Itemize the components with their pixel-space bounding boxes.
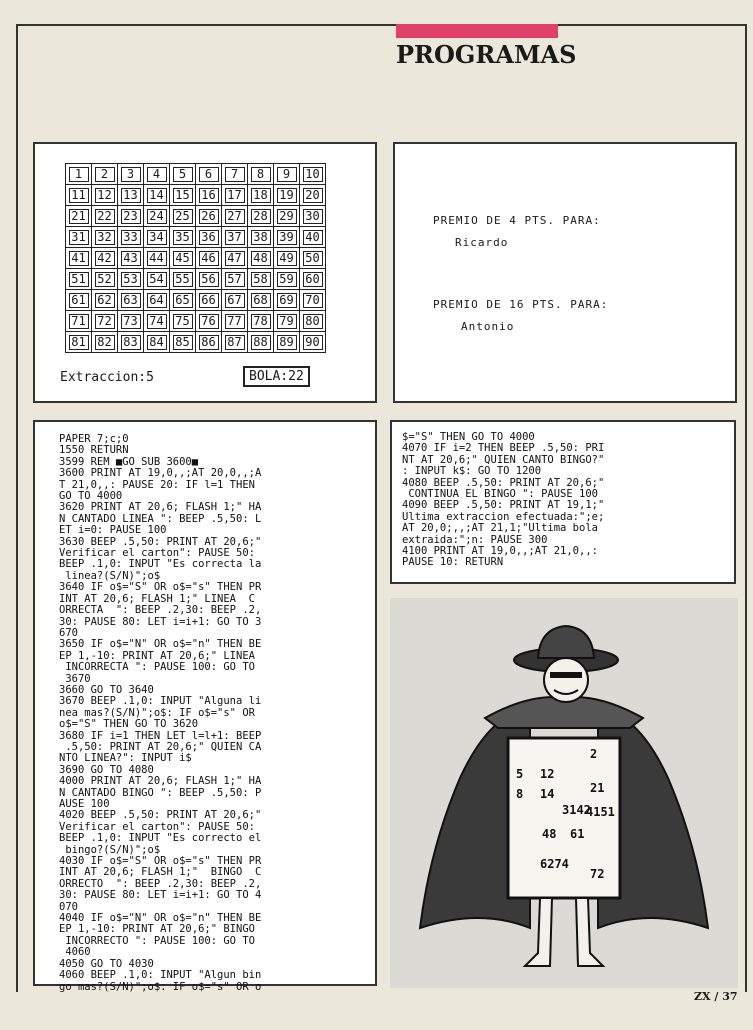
grid-cell: 69 bbox=[274, 290, 300, 311]
grid-cell: 17 bbox=[222, 185, 248, 206]
card-number: 2 bbox=[590, 747, 598, 761]
grid-cell: 64 bbox=[144, 290, 170, 311]
card-number: 61 bbox=[570, 827, 585, 841]
grid-cell: 50 bbox=[300, 248, 326, 269]
grid-row bbox=[66, 248, 326, 269]
grid-cell: 43 bbox=[118, 248, 144, 269]
grid-cell: 14 bbox=[144, 185, 170, 206]
section-title: PROGRAMAS bbox=[396, 40, 577, 69]
grid-cell: 12 bbox=[92, 185, 118, 206]
grid-cell: 24 bbox=[144, 206, 170, 227]
grid-cell: 31 bbox=[66, 227, 92, 248]
grid-cell: 54 bbox=[144, 269, 170, 290]
grid-cell: 21 bbox=[66, 206, 92, 227]
grid-cell: 41 bbox=[66, 248, 92, 269]
grid-cell: 58 bbox=[248, 269, 274, 290]
grid-cell: 47 bbox=[222, 248, 248, 269]
grid-cell: 11 bbox=[66, 185, 92, 206]
bingo-number-grid bbox=[65, 163, 326, 353]
grid-cell: 53 bbox=[118, 269, 144, 290]
grid-cell: 34 bbox=[144, 227, 170, 248]
prize2-name: Antonio bbox=[461, 320, 515, 333]
grid-cell: 6 bbox=[196, 164, 222, 185]
grid-row bbox=[66, 290, 326, 311]
grid-cell: 49 bbox=[274, 248, 300, 269]
grid-row bbox=[66, 269, 326, 290]
grid-cell: 80 bbox=[300, 311, 326, 332]
grid-cell: 33 bbox=[118, 227, 144, 248]
grid-cell: 71 bbox=[66, 311, 92, 332]
current-ball: BOLA:22 bbox=[243, 366, 310, 387]
grid-cell: 38 bbox=[248, 227, 274, 248]
grid-cell: 25 bbox=[170, 206, 196, 227]
grid-cell: 19 bbox=[274, 185, 300, 206]
grid-cell: 78 bbox=[248, 311, 274, 332]
basic-listing-left: PAPER 7;c;0 1550 RETURN 3599 REM ■GO SUB 3600■ 3600 PRINT AT 19,0,,;AT 20,0,,;A T 21,0,,: PAUSE 20: IF l=1 THEN GO TO 4000 3620 PRINT AT 20,6; FLASH 1;" HA N CANTADO LINEA ": BEEP .5,50: L ET i=0: PAUSE 100 3630 BEEP .5,50: PRINT AT 20,6;" Verificar el carton": PAUSE 50: BEEP .1,0: INPUT "Es correcta la linea?(S/N)";o$ 3640 IF o$="S" OR o$="s" THEN PR INT AT 20,6; FLASH 1;" LINEA C ORRECTA ": BEEP .2,30: BEEP .2, 30: PAUSE 80: LET i=i+1: GO TO 3 670 3650 IF o$="N" OR o$="n" THEN BE EP 1,-10: PRINT AT 20,6;" LINEA INCORRECTA ": PAUSE 100: GO TO 3670 3660 GO TO 3640 3670 BEEP .1,0: INPUT "Alguna li nea mas?(S/N)";o$: IF o$="s" OR o$="S" THEN GO TO 3620 3680 IF i=1 THEN LET l=l+1: BEEP .5,50: PRINT AT 20,6;" QUIEN CA NTO LINEA?": INPUT i$ 3690 GO TO 4080 4000 PRINT AT 20,6; FLASH 1;" HA N CANTADO BINGO ": BEEP .5,50: P AUSE 100 4020 BEEP .5,50: PRINT AT 20,6;" Verificar el carton": PAUSE 50: BEEP .1,0: INPUT "Es correcto el bingo?(S/N)";o$ 4030 IF o$="S" OR o$="s" THEN PR INT AT 20,6; FLASH 1;" BINGO C ORRECTO ": BEEP .2,30: BEEP .2, 30: PAUSE 80: LET i=i+1: GO TO 4 070 4040 IF o$="N" OR o$="n" THEN BE EP 1,-10: PRINT AT 20,6;" BINGO INCORRECTO ": PAUSE 100: GO TO 4060 4050 GO TO 4030 4060 BEEP .1,0: INPUT "Algun bin go mas?(S/N)";o$: IF o$="s" OR o bbox=[59, 433, 262, 993]
grid-cell: 70 bbox=[300, 290, 326, 311]
grid-cell: 87 bbox=[222, 332, 248, 353]
grid-cell: 2 bbox=[92, 164, 118, 185]
grid-cell: 26 bbox=[196, 206, 222, 227]
card-number: 48 bbox=[542, 827, 557, 841]
grid-cell: 5 bbox=[170, 164, 196, 185]
grid-cell: 89 bbox=[274, 332, 300, 353]
grid-cell: 67 bbox=[222, 290, 248, 311]
grid-cell: 3 bbox=[118, 164, 144, 185]
grid-cell: 7 bbox=[222, 164, 248, 185]
grid-cell: 44 bbox=[144, 248, 170, 269]
grid-cell: 8 bbox=[248, 164, 274, 185]
bingo-board-screen bbox=[33, 142, 377, 403]
listing-right-box bbox=[390, 420, 736, 584]
grid-cell: 51 bbox=[66, 269, 92, 290]
grid-cell: 1 bbox=[66, 164, 92, 185]
grid-cell: 4 bbox=[144, 164, 170, 185]
grid-cell: 63 bbox=[118, 290, 144, 311]
grid-cell: 79 bbox=[274, 311, 300, 332]
illustration-bingo-man bbox=[390, 598, 738, 988]
prize2-title: PREMIO DE 16 PTS. PARA: bbox=[433, 298, 609, 311]
grid-cell: 61 bbox=[66, 290, 92, 311]
prize1-name: Ricardo bbox=[455, 236, 509, 249]
grid-cell: 20 bbox=[300, 185, 326, 206]
grid-cell: 37 bbox=[222, 227, 248, 248]
grid-cell: 68 bbox=[248, 290, 274, 311]
prize-screen bbox=[393, 142, 737, 403]
grid-row bbox=[66, 332, 326, 353]
grid-cell: 15 bbox=[170, 185, 196, 206]
grid-cell: 74 bbox=[144, 311, 170, 332]
grid-cell: 66 bbox=[196, 290, 222, 311]
grid-cell: 39 bbox=[274, 227, 300, 248]
grid-cell: 28 bbox=[248, 206, 274, 227]
grid-cell: 46 bbox=[196, 248, 222, 269]
grid-cell: 59 bbox=[274, 269, 300, 290]
card-number: 72 bbox=[590, 867, 605, 881]
grid-row bbox=[66, 164, 326, 185]
flasher-illustration bbox=[390, 598, 738, 988]
grid-cell: 65 bbox=[170, 290, 196, 311]
grid-cell: 35 bbox=[170, 227, 196, 248]
page-number: ZX / 37 bbox=[694, 990, 738, 1003]
basic-listing-right: $="S" THEN GO TO 4000 4070 IF i=2 THEN BEEP .5,50: PRI NT AT 20,6;" QUIEN CANTO BINGO?" : INPUT k$: GO TO 1200 4080 BEEP .5,50: PRINT AT 20,6;" CONTINUA EL BINGO ": PAUSE 100 4090 BEEP .5,50: PRINT AT 19,1;" Ultima extraccion efectuada:";e; AT 20,0;,,;AT 21,1;"Ultima bola extraida:";n: PAUSE 300 4100 PRINT AT 19,0,,;AT 21,0,,: PAUSE 10: RETURN bbox=[402, 431, 605, 569]
card-number: 21 bbox=[590, 781, 605, 795]
grid-cell: 27 bbox=[222, 206, 248, 227]
listing-left-box bbox=[33, 420, 377, 993]
grid-cell: 29 bbox=[274, 206, 300, 227]
grid-cell: 60 bbox=[300, 269, 326, 290]
grid-cell: 76 bbox=[196, 311, 222, 332]
grid-cell: 56 bbox=[196, 269, 222, 290]
grid-cell: 85 bbox=[170, 332, 196, 353]
grid-row bbox=[66, 185, 326, 206]
grid-cell: 72 bbox=[92, 311, 118, 332]
grid-cell: 55 bbox=[170, 269, 196, 290]
grid-cell: 86 bbox=[196, 332, 222, 353]
grid-cell: 81 bbox=[66, 332, 92, 353]
card-number: 5 bbox=[516, 767, 524, 781]
grid-cell: 82 bbox=[92, 332, 118, 353]
grid-cell: 77 bbox=[222, 311, 248, 332]
card-number: 8 bbox=[516, 787, 524, 801]
grid-cell: 22 bbox=[92, 206, 118, 227]
grid-row bbox=[66, 311, 326, 332]
grid-cell: 83 bbox=[118, 332, 144, 353]
grid-cell: 45 bbox=[170, 248, 196, 269]
section-color-bar bbox=[396, 24, 558, 38]
grid-cell: 52 bbox=[92, 269, 118, 290]
grid-cell: 36 bbox=[196, 227, 222, 248]
grid-cell: 30 bbox=[300, 206, 326, 227]
grid-cell: 75 bbox=[170, 311, 196, 332]
grid-cell: 18 bbox=[248, 185, 274, 206]
card-number: 12 bbox=[540, 767, 555, 781]
card-number: 4151 bbox=[586, 805, 615, 819]
grid-cell: 23 bbox=[118, 206, 144, 227]
grid-cell: 13 bbox=[118, 185, 144, 206]
card-number: 14 bbox=[540, 787, 555, 801]
grid-row bbox=[66, 206, 326, 227]
grid-cell: 42 bbox=[92, 248, 118, 269]
grid-cell: 10 bbox=[300, 164, 326, 185]
card-number: 6274 bbox=[540, 857, 569, 871]
grid-cell: 32 bbox=[92, 227, 118, 248]
grid-cell: 57 bbox=[222, 269, 248, 290]
grid-cell: 73 bbox=[118, 311, 144, 332]
grid-cell: 16 bbox=[196, 185, 222, 206]
grid-cell: 40 bbox=[300, 227, 326, 248]
grid-row bbox=[66, 227, 326, 248]
grid-cell: 62 bbox=[92, 290, 118, 311]
card-number: 3142 bbox=[562, 803, 591, 817]
extraction-count: Extraccion:5 bbox=[60, 370, 154, 385]
grid-cell: 84 bbox=[144, 332, 170, 353]
prize1-title: PREMIO DE 4 PTS. PARA: bbox=[433, 214, 601, 227]
grid-cell: 90 bbox=[300, 332, 326, 353]
grid-cell: 9 bbox=[274, 164, 300, 185]
grid-cell: 48 bbox=[248, 248, 274, 269]
grid-cell: 88 bbox=[248, 332, 274, 353]
